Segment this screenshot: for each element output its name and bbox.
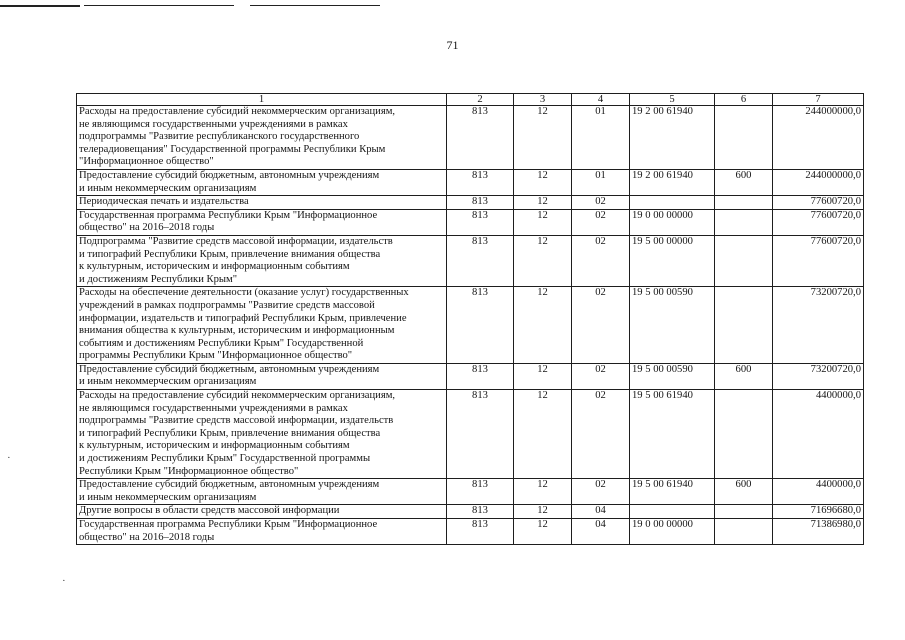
target-article-code [630,505,715,519]
item-name-line: не являющимся государственными учреждениями в рамках [79,402,348,414]
item-name-line: Расходы на обеспечение деятельности (оказание услуг) государственных [79,287,409,299]
item-name-cell [77,106,447,170]
item-name-line: информации, издательств и типографий Республики Крым, привлечение [79,312,407,324]
section-code: 12 [514,209,572,235]
column-number: 7 [773,94,864,106]
item-name-line: внимания общества к культурным, историческим и информационным [79,325,395,337]
item-name-line: Республики Крым "Информационное общество" [79,465,299,477]
item-name-cell [77,169,447,195]
target-article-code: 19 2 00 61940 [630,106,715,170]
item-name-line: и типографий Республики Крым, привлечение внимания общества [79,248,381,260]
amount-value: 244000000,0 [773,106,864,170]
amount-value: 77600720,0 [773,196,864,210]
column-number: 5 [630,94,715,106]
ministry-code: 813 [447,390,514,479]
column-number: 4 [572,94,630,106]
budget-row [77,287,864,364]
target-article-code: 19 5 00 00000 [630,235,715,286]
amount-value: 77600720,0 [773,209,864,235]
item-name-line: учреждений в рамках подпрограммы "Развитие средств массовой [79,299,375,311]
item-name-cell [77,363,447,389]
target-article-code [630,196,715,210]
subsection-code: 01 [572,169,630,195]
section-code: 12 [514,287,572,364]
item-name-cell [77,287,447,364]
amount-value: 71696680,0 [773,505,864,519]
subsection-code: 04 [572,505,630,519]
budget-rows [77,106,864,545]
subsection-code: 02 [572,390,630,479]
item-name-line: событиям и достижениям Республики Крым" Государственной [79,337,364,349]
subsection-code: 02 [572,196,630,210]
amount-value: 71386980,0 [773,519,864,545]
section-code: 12 [514,505,572,519]
scan-stray-mark: · [7,452,11,464]
ministry-code: 813 [447,479,514,505]
budget-row [77,169,864,195]
item-name-line: общество" на 2016–2018 годы [79,222,215,234]
section-code: 12 [514,169,572,195]
ministry-code: 813 [447,169,514,195]
subsection-code: 02 [572,287,630,364]
item-name-cell [77,235,447,286]
item-name-line: телерадиовещания" Государственной программы Республики Крым [79,143,386,155]
expense-type-code [715,209,773,235]
amount-value: 4400000,0 [773,390,864,479]
item-name-line: Другие вопросы в области средств массовой информации [79,505,340,517]
item-name-line: Расходы на предоставление субсидий некоммерческим организациям, [79,390,396,402]
target-article-code: 19 5 00 61940 [630,479,715,505]
section-code: 12 [514,106,572,170]
scan-top-rule [84,5,234,6]
item-name-line: подпрограммы "Развитие средств массовой информации, издательств [79,415,394,427]
column-number: 3 [514,94,572,106]
item-name-line: общество" на 2016–2018 годы [79,531,215,543]
ministry-code: 813 [447,505,514,519]
expense-type-code [715,505,773,519]
expense-type-code [715,519,773,545]
expense-type-code: 600 [715,169,773,195]
column-number: 2 [447,94,514,106]
column-number-row [77,94,864,106]
scan-stray-mark: · [62,575,66,587]
budget-row [77,479,864,505]
ministry-code: 813 [447,209,514,235]
subsection-code: 02 [572,209,630,235]
ministry-code: 813 [447,287,514,364]
item-name-line: Предоставление субсидий бюджетным, автономным учреждениям [79,479,380,491]
subsection-code: 02 [572,479,630,505]
column-number: 6 [715,94,773,106]
item-name-line: и достижениям Республики Крым" [79,273,238,285]
budget-row [77,106,864,170]
column-number: 1 [77,94,447,106]
subsection-code: 02 [572,363,630,389]
scan-top-rule [250,5,380,6]
target-article-code: 19 5 00 00590 [630,287,715,364]
page-number: 71 [446,38,459,52]
ministry-code: 813 [447,363,514,389]
ministry-code: 813 [447,196,514,210]
item-name-cell [77,519,447,545]
item-name-line: "Информационное общество" [79,156,214,168]
target-article-code: 19 2 00 61940 [630,169,715,195]
ministry-code: 813 [447,235,514,286]
item-name-line: Периодическая печать и издательства [79,196,249,208]
section-code: 12 [514,519,572,545]
amount-value: 77600720,0 [773,235,864,286]
item-name-line: Расходы на предоставление субсидий некоммерческим организациям, [79,106,396,117]
expense-type-code [715,196,773,210]
section-code: 12 [514,479,572,505]
subsection-code: 04 [572,519,630,545]
section-code: 12 [514,363,572,389]
item-name-line: Подпрограмма "Развитие средств массовой информации, издательств [79,235,393,247]
budget-table [76,93,864,545]
item-name-cell [77,390,447,479]
budget-row [77,209,864,235]
item-name-line: Предоставление субсидий бюджетным, автономным учреждениям [79,169,380,181]
item-name-line: не являющимся государственными учреждениями в рамках [79,118,348,130]
expense-type-code [715,390,773,479]
target-article-code: 19 0 00 00000 [630,209,715,235]
amount-value: 244000000,0 [773,169,864,195]
item-name-cell [77,505,447,519]
ministry-code: 813 [447,519,514,545]
amount-value: 73200720,0 [773,363,864,389]
expense-type-code [715,287,773,364]
section-code: 12 [514,390,572,479]
section-code: 12 [514,235,572,286]
ministry-code: 813 [447,106,514,170]
section-code: 12 [514,196,572,210]
item-name-line: программы Республики Крым "Информационное общество" [79,350,353,362]
item-name-line: и достижениям Республики Крым" Государственной программы [79,453,371,465]
target-article-code: 19 5 00 00590 [630,363,715,389]
item-name-line: к культурным, историческим и информационным событиям [79,261,350,273]
item-name-line: к культурным, историческим и информационным событиям [79,440,350,452]
item-name-line: и типографий Республики Крым, привлечение внимания общества [79,427,381,439]
amount-value: 4400000,0 [773,479,864,505]
amount-value: 73200720,0 [773,287,864,364]
item-name-line: подпрограммы "Развитие республиканского государственного [79,131,360,143]
target-article-code: 19 5 00 61940 [630,390,715,479]
scan-top-rule [0,5,80,7]
budget-row [77,363,864,389]
item-name-cell [77,479,447,505]
budget-row [77,235,864,286]
item-name-line: и иным некоммерческим организациям [79,491,257,503]
item-name-line: Предоставление субсидий бюджетным, автономным учреждениям [79,363,380,375]
budget-row [77,390,864,479]
budget-row [77,196,864,210]
subsection-code: 01 [572,106,630,170]
item-name-cell [77,209,447,235]
expense-type-code: 600 [715,479,773,505]
expense-type-code [715,235,773,286]
item-name-line: и иным некоммерческим организациям [79,376,257,388]
budget-row [77,505,864,519]
item-name-line: Государственная программа Республики Крым "Информационное [79,209,378,221]
expense-type-code: 600 [715,363,773,389]
subsection-code: 02 [572,235,630,286]
budget-row [77,519,864,545]
expense-type-code [715,106,773,170]
target-article-code: 19 0 00 00000 [630,519,715,545]
item-name-line: Государственная программа Республики Крым "Информационное [79,519,378,530]
item-name-line: и иным некоммерческим организациям [79,182,257,194]
item-name-cell [77,196,447,210]
